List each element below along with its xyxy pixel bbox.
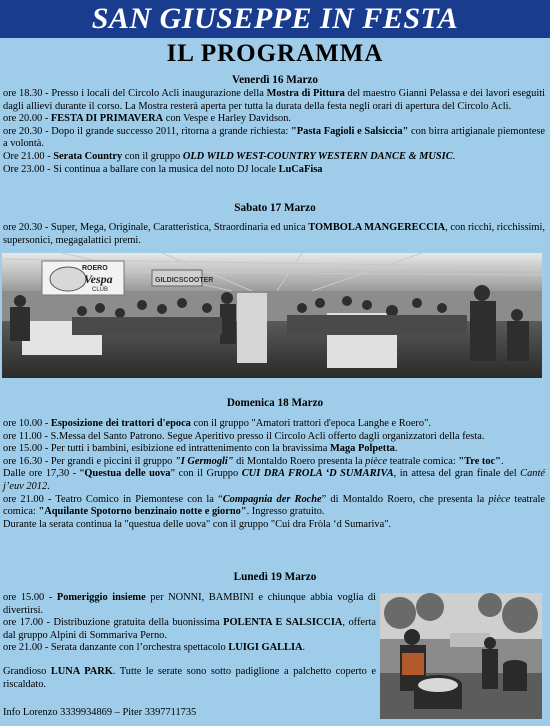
event-item: ore 21.00 - Serata danzante con l’orchestra spettacolo LUIGI GALLIA. [3, 642, 306, 654]
event-item: Ore 23.00 - Si continua a ballare con la musica del noto DJ locale LuCaFisa [3, 163, 323, 175]
sunday-events [3, 418, 545, 531]
event-item: ore 21.00 - Teatro Comico in Piemontese con la “Compagnia der Roche” di Montaldo Roero, che presenta la pièce teatrale comica: "Aquilante Spotorno benzinaio notte e giorno". Ingresso gratuito. [3, 493, 546, 518]
sign-scooter-text: GILDICSCOOTER [155, 277, 214, 284]
event-item: Grandioso LUNA PARK. Tutte le serate sono sotto padiglione a palchetto coperto e riscaldato. [3, 665, 376, 690]
event-item: ore 15.00 - Per tutti i bambini, esibizione ed intrattenimento con la bravissima Maga Polpetta. [3, 443, 398, 455]
event-item: Ore 21.00 - Serata Country con il gruppo OLD WILD WEST-COUNTRY WESTERN DANCE & MUSIC. [3, 150, 456, 162]
day-heading-monday: Lunedì 19 Marzo [233, 571, 317, 583]
contact-info: Info Lorenzo 3339934869 – Piter 3397711735 [3, 707, 197, 718]
event-item: Dalle ore 17,30 - “Questua delle uova” con il Gruppo CUI DRA FROLA ‘D SUMARIVA, in attesa del gran finale del Canté j’euv 2012. [3, 468, 545, 492]
event-item: ore 11.00 - S.Messa del Santo Patrono. Segue Aperitivo presso il Circolo Acli offerto dagli organizzatori della festa. [3, 430, 485, 442]
event-item: ore 17.00 - Distribuzione gratuita della buonissima POLENTA E SALSICCIA, offerta dal gruppo Alpini di Sommariva Perno. [3, 617, 376, 641]
event-item: ore 20.30 - Dopo il grande successo 2011, ritorna a grande richiesta: "Pasta Fagioli e Salsiccia" con birra artigianale piemontese a volontà. [3, 125, 546, 150]
day-heading-sunday: Domenica 18 Marzo [226, 397, 324, 409]
event-item: ore 10.00 - Esposizione dei trattori d'epoca con il gruppo "Amatori trattori d'epoca Langhe e Roero". [3, 418, 431, 429]
saturday-events [3, 222, 545, 247]
event-item: ore 18.30 - Presso i locali del Circolo Acli inaugurazione della Mostra di Pittura del maestro Gianni Pelassa e dei lavori eseguiti dagli allievi durante il corso. La Mostra resterà aperta per tutta la durata della festa negli orari di apertura del Circolo Acli. [3, 88, 545, 112]
day-heading-friday: Venerdì 16 Marzo [232, 74, 318, 86]
event-item: ore 20.00 - FESTA DI PRIMAVERA con Vespe e Harley Davidson. [3, 113, 292, 125]
tombola-hall-photo [2, 253, 542, 378]
title-banner [0, 0, 550, 38]
festival-title: SAN GIUSEPPE IN FESTA [91, 2, 459, 35]
sign-vespa-text: Vespa [84, 272, 113, 286]
monday-events [3, 592, 376, 691]
polenta-photo [380, 593, 542, 719]
event-item: ore 20.30 - Super, Mega, Originale, Caratteristica, Straordinaria ed unica TOMBOLA MANGERECCIA, con ricchi, ricchissimi, supersonici, megagalattici premi. [3, 222, 545, 246]
sign-roero-text: ROERO [82, 265, 108, 272]
event-item: Durante la serata continua la "questua delle uova" con il gruppo "Cui dra Fròla ‘d Sumariva". [3, 518, 392, 530]
friday-events [3, 88, 545, 176]
sign-club-text: CLUB [92, 287, 109, 293]
day-heading-saturday: Sabato 17 Marzo [234, 202, 316, 214]
event-item: ore 15.00 - Pomeriggio insieme per NONNI, BAMBINI e chiunque abbia voglia di divertirsi. [3, 592, 376, 616]
event-item: ore 16.30 - Per grandi e piccini il gruppo "I Germogli" di Montaldo Roero presenta la pièce teatrale comica: "Tre toc". [3, 455, 504, 467]
program-heading: IL PROGRAMMA [166, 40, 384, 67]
